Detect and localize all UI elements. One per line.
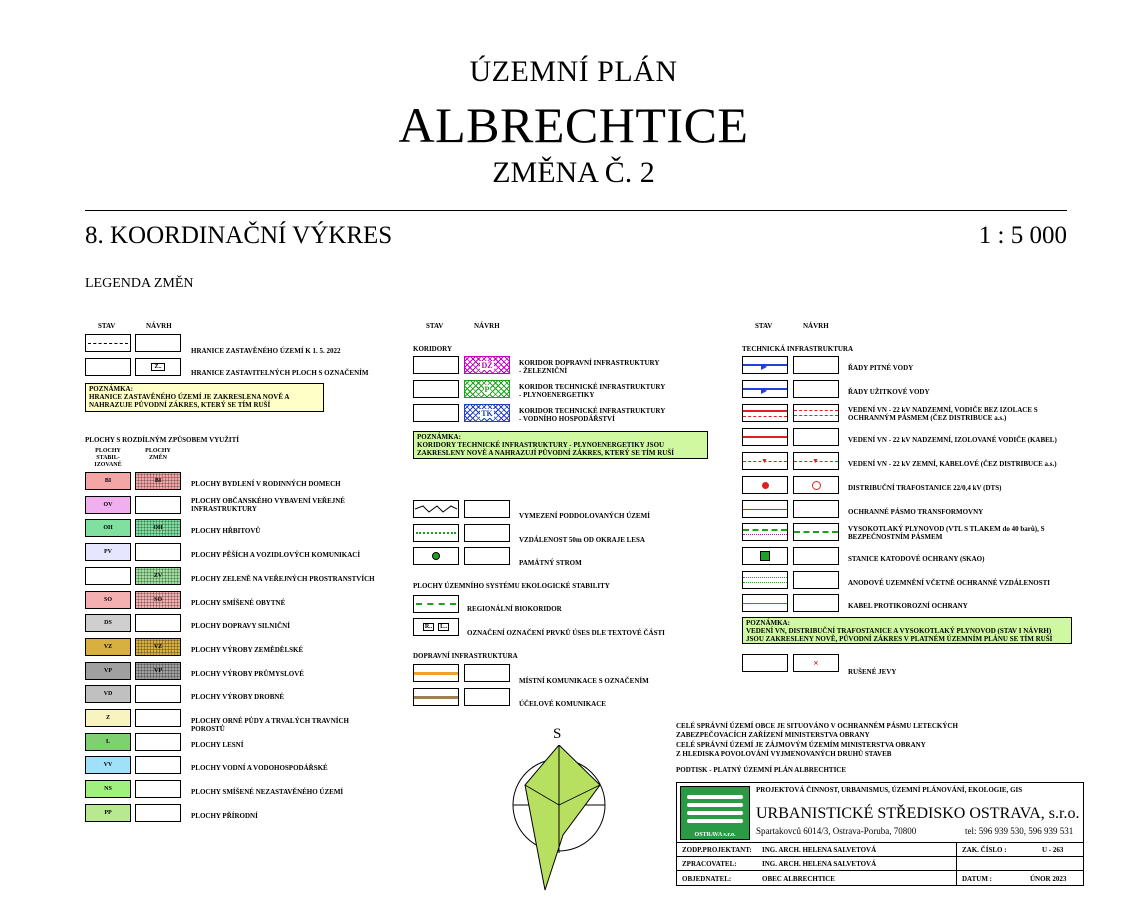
tb-r2-value: ING. ARCH. HELENA SALVETOVÁ <box>762 860 877 868</box>
area-navrh-swatch <box>135 733 181 751</box>
area-stav-swatch: PP <box>85 804 131 822</box>
tech-title: TECHNICKÁ INFRASTRUKTURA <box>742 345 854 353</box>
local-road-label: MÍSTNÍ KOMUNIKACE S OZNAČENÍM <box>519 677 649 685</box>
tech-label: ANODOVÉ UZEMNĚNÍ VČETNĚ OCHRANNÉ VZDÁLENOSTI <box>848 579 1050 587</box>
corridor-label: KORIDOR DOPRAVNÍ INFRASTRUKTURY <box>519 359 660 367</box>
area-label: PLOCHY LESNÍ <box>191 741 244 749</box>
change-title: ZMĚNA Č. 2 <box>492 156 655 189</box>
info-line1: CELÉ SPRÁVNÍ ÚZEMÍ OBCE JE SITUOVÁNO V OCHRANNÉM PÁSMU LETECKÝCH <box>676 722 958 730</box>
uses-code-swatch <box>413 618 459 636</box>
area-navrh-swatch: ZV <box>135 567 181 585</box>
undermined-stav-swatch <box>413 500 459 518</box>
area-navrh-swatch: OH <box>135 519 181 537</box>
tech-stav-swatch <box>742 500 788 518</box>
tech-navrh-swatch <box>793 356 839 374</box>
tb-line2 <box>676 856 1084 857</box>
area-stav-swatch: PV <box>85 543 131 561</box>
tb-r1-key: ZAK. ČÍSLO : <box>962 846 1007 854</box>
tech-stav-swatch <box>742 428 788 446</box>
tech-stav-swatch: ▼ <box>742 452 788 470</box>
tech-label: VYSOKOTLAKÝ PLYNOVOD (VTL S TLAKEM do 40 barů), S BEZPEČNOSTNÍM PÁSMEM <box>848 525 1045 541</box>
boundary-navrh-swatch <box>135 334 181 352</box>
area-label: PLOCHY VÝROBY DROBNÉ <box>191 693 285 701</box>
left-note <box>85 383 324 412</box>
north-label: S <box>553 726 562 742</box>
corridor-navrh-swatch <box>464 356 510 374</box>
tree-label: PAMÁTNÝ STROM <box>519 559 582 567</box>
uses-title: PLOCHY ÚZEMNÍHO SYSTÉMU EKOLOGICKÉ STABILITY <box>413 582 610 590</box>
area-label: PLOCHY PĚŠÍCH A VOZIDLOVÝCH KOMUNIKACÍ <box>191 551 361 559</box>
tb-r3-value: OBEC ALBRECHTICE <box>762 875 835 883</box>
corridor-sublabel: - ŽELEZNIČNÍ <box>519 367 568 375</box>
north-arrow-compass <box>505 745 613 893</box>
area-navrh-swatch <box>135 614 181 632</box>
zastavitelne-code: Z.. <box>151 363 164 371</box>
area-navrh-swatch: BI <box>135 472 181 490</box>
area-label: PLOCHY SMÍŠENÉ NEZASTAVĚNÉHO ÚZEMÍ <box>191 788 344 796</box>
info-line2: ZABEZPEČOVACÍCH ZAŘÍZENÍ MINISTERSTVA OBRANY <box>676 731 870 739</box>
tech-stav-swatch: ▶ <box>742 380 788 398</box>
area-navrh-swatch <box>135 804 181 822</box>
right-note <box>742 617 1072 644</box>
col-header-zmen: PLOCHY ZMĚN <box>145 448 171 461</box>
purpose-road-navrh-swatch <box>464 688 510 706</box>
corridor-stav-swatch <box>413 356 459 374</box>
purpose-road-stav-swatch <box>413 688 459 706</box>
area-label: PLOCHY ZELENĚ NA VEŘEJNÝCH PROSTRANSTVÍCH <box>191 575 375 583</box>
logo-text: OSTRAVA s.r.o. <box>694 832 736 838</box>
tb-vline <box>956 842 957 886</box>
area-stav-swatch: VZ <box>85 638 131 656</box>
tech-navrh-swatch <box>793 476 839 494</box>
company-address: Spartakovců 6014/3, Ostrava-Poruba, 70800 <box>756 826 917 836</box>
middle-note-title: POZNÁMKA: <box>417 433 461 441</box>
tb-line3 <box>676 870 1084 871</box>
cancelled-navrh-swatch: × <box>793 654 839 672</box>
tech-navrh-swatch <box>793 523 839 541</box>
cancelled-stav-swatch <box>742 654 788 672</box>
right-note-title: POZNÁMKA: <box>746 619 790 627</box>
tb-r1-label: ZODP.PROJEKTANT: <box>682 846 752 854</box>
legend-title: LEGENDA ZMĚN <box>85 276 194 291</box>
area-stav-swatch <box>85 567 131 585</box>
tech-stav-swatch <box>742 404 788 422</box>
area-navrh-swatch <box>135 543 181 561</box>
tech-stav-swatch <box>742 547 788 565</box>
area-stav-swatch: VP <box>85 662 131 680</box>
local-road-stav-swatch <box>413 664 459 682</box>
area-stav-swatch: Z <box>85 709 131 727</box>
tech-navrh-swatch: ▼ <box>793 452 839 470</box>
col-header-stabil: PLOCHY STABIL- IZOVANÉ <box>94 448 122 468</box>
biokoridor-swatch <box>413 595 459 613</box>
title-divider <box>85 210 1067 211</box>
boundary2-label: HRANICE ZASTAVITELNÝCH PLOCH S OZNAČENÍM <box>191 369 369 377</box>
tech-stav-swatch <box>742 523 788 541</box>
tech-navrh-swatch <box>793 428 839 446</box>
area-label: PLOCHY HŘBITOVŮ <box>191 527 261 535</box>
corridor-stav-swatch <box>413 380 459 398</box>
boundary-stav-swatch <box>85 334 131 352</box>
forest-line <box>416 532 456 534</box>
tb-r1-value: ING. ARCH. HELENA SALVETOVÁ <box>762 846 877 854</box>
company-activity: PROJEKTOVÁ ČINNOST, URBANISMUS, ÚZEMNÍ PLÁNOVÁNÍ, EKOLOGIE, GIS <box>756 786 1023 794</box>
tech-label: ŘADY UŽITKOVÉ VODY <box>848 388 930 396</box>
col-header-navrh: NÁVRH <box>146 322 172 330</box>
info-line4: Z HLEDISKA POVOLOVÁNÍ VYJMENOVANÝCH DRUHŮ STAVEB <box>676 750 892 758</box>
tb-r1-val: U - 263 <box>1042 846 1064 854</box>
area-label: PLOCHY PŘÍRODNÍ <box>191 812 258 820</box>
uses-code-label: OZNAČENÍ OZNAČENÍ PRVKŮ ÚSES DLE TEXTOVÉ ČÁSTI <box>467 629 665 637</box>
mid-col-header-stav: STAV <box>426 322 444 330</box>
local-road-navrh-swatch <box>464 664 510 682</box>
areas-title: PLOCHY S ROZDÍLNÝM ZPŮSOBEM VYUŽITÍ <box>85 436 240 444</box>
company-tel: tel: 596 939 530, 596 939 531 <box>965 826 1074 836</box>
area-stav-swatch: DS <box>85 614 131 632</box>
tech-label: KABEL PROTIKOROZNÍ OCHRANY <box>848 602 968 610</box>
tech-label: OCHRANNÉ PÁSMO TRANSFORMOVNY <box>848 508 984 516</box>
area-label: PLOCHY VODNÍ A VODOHOSPODÁŘSKÉ <box>191 764 328 772</box>
tech-label: VEDENÍ VN - 22 kV ZEMNÍ, KABELOVÉ (ČEZ DISTRIBUCE a.s.) <box>848 460 1057 468</box>
corridor-stav-swatch <box>413 404 459 422</box>
biokoridor-line <box>416 603 456 605</box>
tech-stav-swatch <box>742 476 788 494</box>
tree-stav-swatch <box>413 547 459 565</box>
info-line3: CELÉ SPRÁVNÍ ÚZEMÍ JE ZÁJMOVÝM ÚZEMÍM MINISTERSTVA OBRANY <box>676 741 926 749</box>
tech-label: VEDENÍ VN - 22 kV NADZEMNÍ, VODIČE BEZ IZOLACE S OCHRANNÝM PÁSMEM (ČEZ DISTRIBUCE a.s.) <box>848 406 1038 422</box>
forest-stav-swatch <box>413 524 459 542</box>
area-stav-swatch: OV <box>85 496 131 514</box>
undermined-navrh-swatch <box>464 500 510 518</box>
left-note-title: POZNÁMKA: <box>89 385 133 393</box>
middle-note-text: KORIDORY TECHNICKÉ INFRASTRUKTURY - PLYNOENERGETIKY JSOU ZAKRESLENY NOVĚ A NAHRAZUJÍ PŮVODNÍ ZÁKRES, KTERÝ SE TÍM RUŠÍ <box>417 441 674 457</box>
corridor-label: KORIDOR TECHNICKÉ INFRASTRUKTURY <box>519 407 666 415</box>
area-navrh-swatch: VZ <box>135 638 181 656</box>
area-stav-swatch: NS <box>85 780 131 798</box>
corridor-sublabel: - PLYNOENERGETIKY <box>519 391 595 399</box>
corridor-navrh-swatch <box>464 380 510 398</box>
area-navrh-swatch <box>135 496 181 514</box>
area-navrh-swatch <box>135 709 181 727</box>
tb-line1 <box>676 842 1084 843</box>
area-navrh-swatch: SO <box>135 591 181 609</box>
tb-r2-label: ZPRACOVATEL: <box>682 860 737 868</box>
tech-navrh-swatch <box>793 404 839 422</box>
area-stav-swatch: VD <box>85 685 131 703</box>
col-header-stav: STAV <box>98 322 116 330</box>
tech-stav-swatch <box>742 571 788 589</box>
area-navrh-swatch <box>135 780 181 798</box>
corridor-code: DŽ <box>481 360 493 370</box>
tech-stav-swatch: ▶ <box>742 356 788 374</box>
forest-label: VZDÁLENOST 50m OD OKRAJE LESA <box>519 536 645 544</box>
left-note-text: HRANICE ZASTAVĚNÉHO ÚZEMÍ JE ZAKRESLENA NOVĚ A NAHRAZUJE PŮVODNÍ ZÁKRES, KTERÝ SE TÍM RUŠÍ <box>89 393 290 409</box>
undermined-label: VYMEZENÍ PODDOLOVANÝCH ÚZEMÍ <box>519 512 650 520</box>
transport-title: DOPRAVNÍ INFRASTRUKTURA <box>413 652 518 660</box>
area-label: PLOCHY VÝROBY ZEMĚDĚLSKÉ <box>191 646 304 654</box>
area-navrh-swatch <box>135 756 181 774</box>
corridor-sublabel: - VODNÍHO HOSPODÁŘSTVÍ <box>519 415 615 423</box>
company-name: URBANISTICKÉ STŘEDISKO OSTRAVA, s.r.o. <box>756 805 1080 822</box>
tech-label: ŘADY PITNÉ VODY <box>848 364 914 372</box>
tech-navrh-swatch <box>793 571 839 589</box>
plan-title: ÚZEMNÍ PLÁN <box>469 55 678 88</box>
area-label: PLOCHY DOPRAVY SILNIČNÍ <box>191 622 290 630</box>
tb-r3-label: OBJEDNATEL: <box>682 875 732 883</box>
tree-icon <box>432 552 440 560</box>
tech-navrh-swatch <box>793 594 839 612</box>
uses-code-l: L.. <box>440 624 448 630</box>
tech-label: VEDENÍ VN - 22 kV NADZEMNÍ, IZOLOVANÉ VODIČE (KABEL) <box>848 436 1057 444</box>
forest-navrh-swatch <box>464 524 510 542</box>
area-stav-swatch: OH <box>85 519 131 537</box>
tech-navrh-swatch <box>793 500 839 518</box>
right-col-header-stav: STAV <box>755 322 773 330</box>
tech-label: STANICE KATODOVÉ OCHRANY (SKAO) <box>848 555 985 563</box>
area-stav-swatch: VV <box>85 756 131 774</box>
company-logo <box>680 786 750 840</box>
corridors-title: KORIDORY <box>413 345 453 353</box>
area-navrh-swatch: VP <box>135 662 181 680</box>
scale-label: 1 : 5 000 <box>978 222 1067 249</box>
tech-navrh-swatch <box>793 547 839 565</box>
area-stav-swatch: L <box>85 733 131 751</box>
uses-code-r: R.. <box>424 624 433 630</box>
middle-note <box>413 431 708 459</box>
corridor-code: P <box>484 384 490 394</box>
mid-col-header-navrh: NÁVRH <box>474 322 500 330</box>
local-road-line <box>414 672 458 675</box>
boundary1-label: HRANICE ZASTAVĚNÉHO ÚZEMÍ K 1. 5. 2022 <box>191 347 341 355</box>
corridor-navrh-swatch <box>464 404 510 422</box>
info-line5: PODTISK - PLATNÝ ÚZEMNÍ PLÁN ALBRECHTICE <box>676 766 847 774</box>
zastavitelne-stav-swatch <box>85 358 131 376</box>
corridor-label: KORIDOR TECHNICKÉ INFRASTRUKTURY <box>519 383 666 391</box>
zastavitelne-navrh-swatch <box>135 358 181 376</box>
right-col-header-navrh: NÁVRH <box>803 322 829 330</box>
purpose-road-label: ÚČELOVÉ KOMUNIKACE <box>519 700 606 708</box>
drawing-title: 8. KOORDINAČNÍ VÝKRES <box>85 222 393 249</box>
corridor-code: TK <box>481 408 493 418</box>
undermined-line <box>415 504 457 514</box>
area-stav-swatch: BI <box>85 472 131 490</box>
purpose-road-line <box>414 696 458 699</box>
tree-navrh-swatch <box>464 547 510 565</box>
tb-r3-key: DATUM : <box>962 875 993 883</box>
biokoridor-label: REGIONÁLNÍ BIOKORIDOR <box>467 605 562 613</box>
area-label: PLOCHY OBČANSKÉHO VYBAVENÍ VEŘEJNÉ INFRASTRUKTURY <box>191 497 345 513</box>
municipality-title: ALBRECHTICE <box>398 97 749 153</box>
area-label: PLOCHY ORNÉ PŮDY A TRVALÝCH TRAVNÍCH POROSTŮ <box>191 717 349 733</box>
tech-label: DISTRIBUČNÍ TRAFOSTANICE 22/0,4 kV (DTS) <box>848 484 1002 492</box>
area-label: PLOCHY SMÍŠENÉ OBYTNÉ <box>191 599 286 607</box>
tb-r3-val: ÚNOR 2023 <box>1030 875 1067 883</box>
tech-stav-swatch <box>742 594 788 612</box>
area-navrh-swatch <box>135 685 181 703</box>
area-stav-swatch: SO <box>85 591 131 609</box>
right-note-text: VEDENÍ VN, DISTRIBUČNÍ TRAFOSTANICE A VYSOKOTLAKÝ PLYNOVOD (STAV I NÁVRH) JSOU ZAKRESLENY NOVĚ, PŮVODNÍ ZÁKRES V PLATNÉM ÚZEMNÍM PLÁNU SE TÍM RUŠÍ <box>746 627 1053 643</box>
cancelled-label: RUŠENÉ JEVY <box>848 668 897 676</box>
area-label: PLOCHY BYDLENÍ V RODINNÝCH DOMECH <box>191 480 341 488</box>
area-label: PLOCHY VÝROBY PRŮMYSLOVÉ <box>191 670 304 678</box>
tech-navrh-swatch <box>793 380 839 398</box>
